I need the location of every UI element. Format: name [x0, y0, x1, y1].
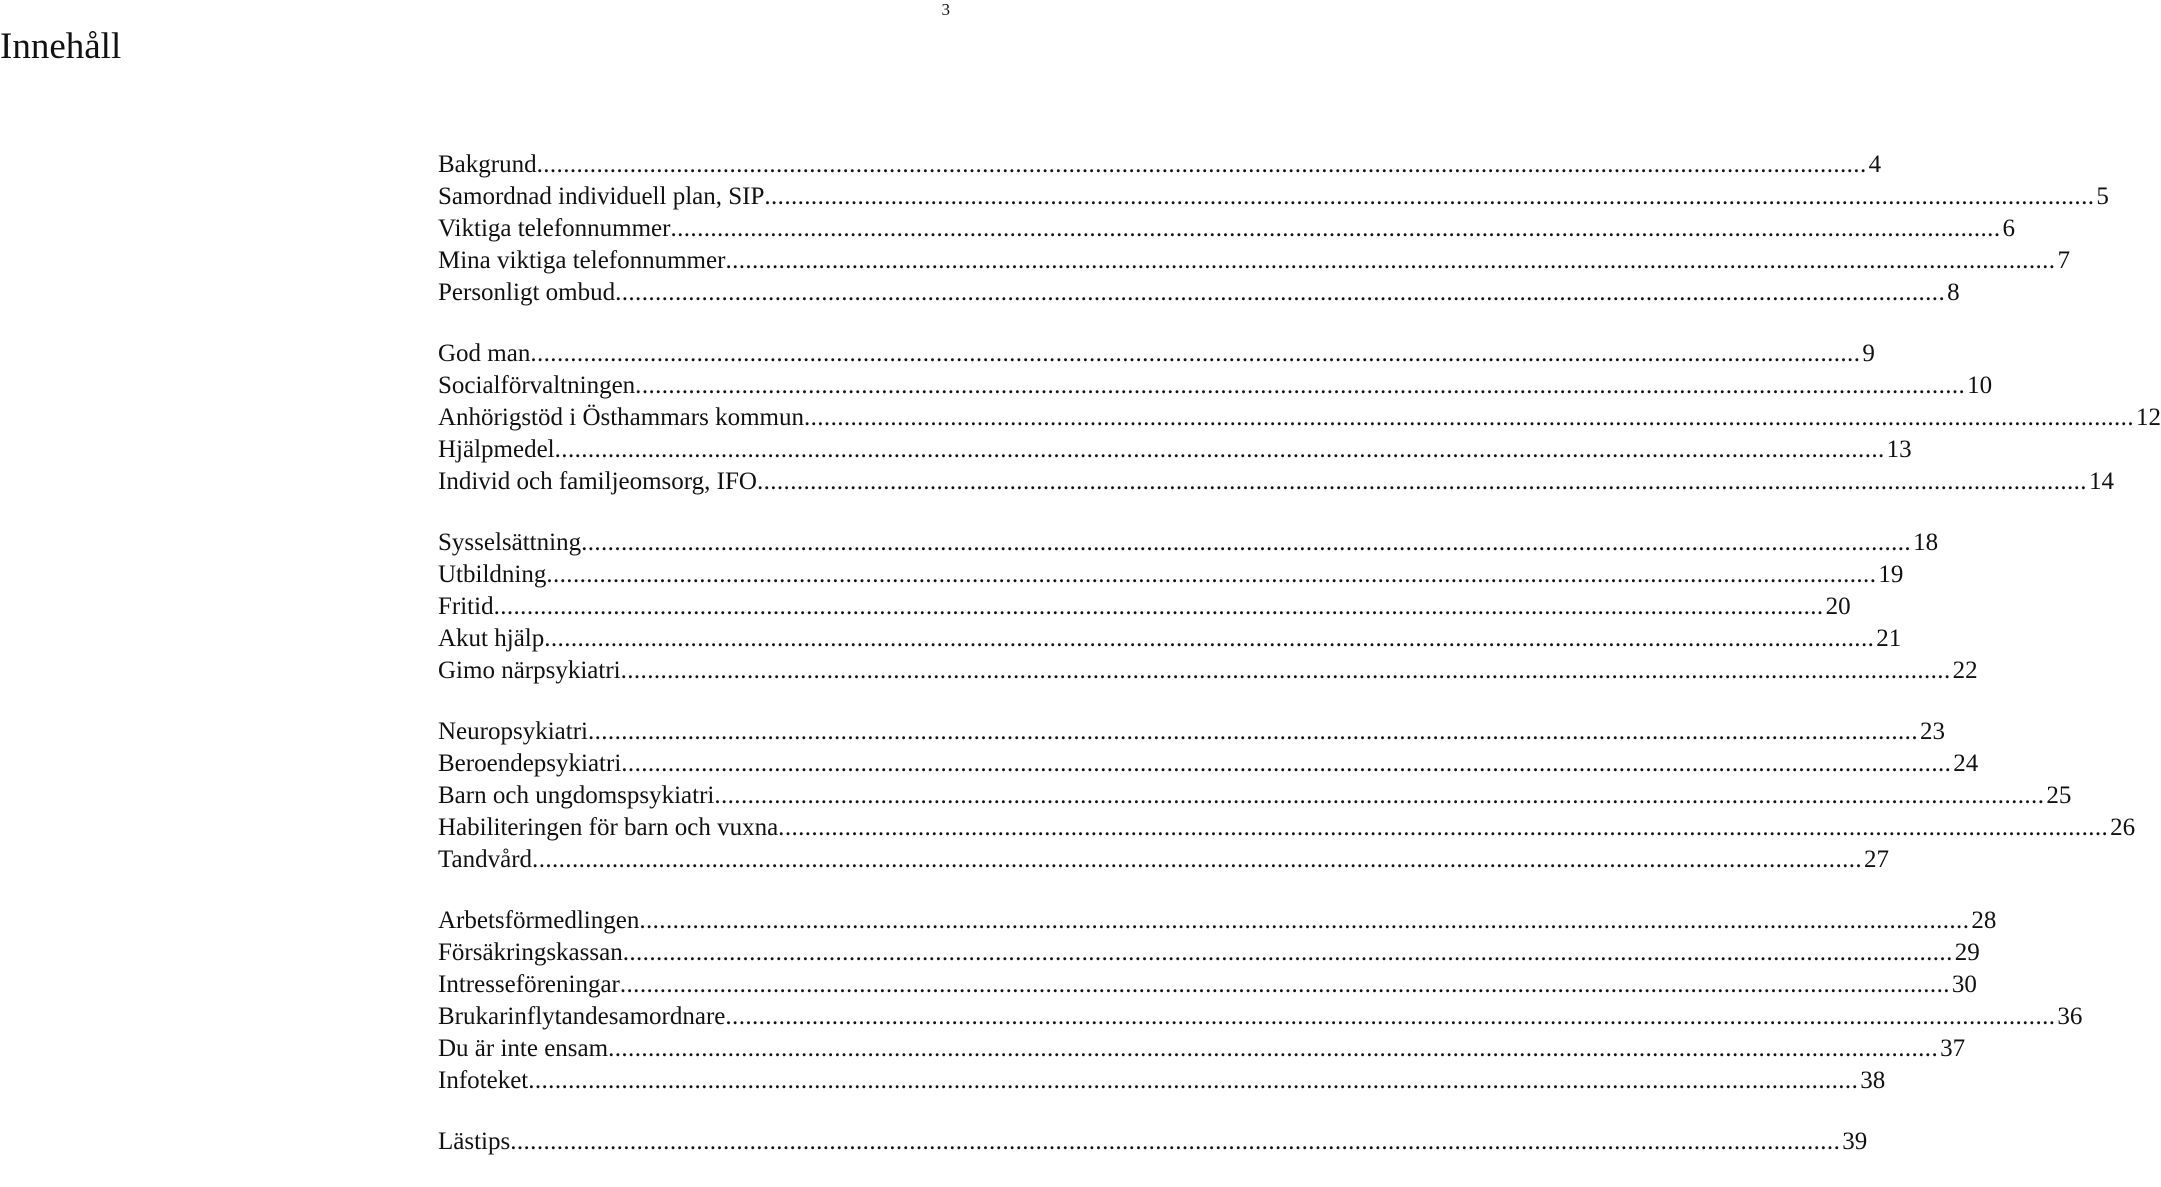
toc-entry[interactable]	[438, 1001, 2083, 1033]
toc-entry-page-number: 13	[1886, 436, 1912, 463]
toc-entry-label: Infoteket	[438, 1067, 529, 1094]
toc-entry[interactable]	[438, 338, 1875, 370]
toc-entry-page-number: 21	[1876, 625, 1902, 652]
toc-entry-label: Hjälpmedel	[438, 436, 555, 463]
toc-entry-label: Gimo närpsykiatri	[438, 657, 621, 684]
toc-dot-leader: ........................................................................................................................................................................................................	[587, 718, 1918, 745]
toc-entry-page-number: 18	[1913, 529, 1939, 556]
toc-entry-page-number: 27	[1864, 846, 1890, 873]
toc-entry-label: Personligt ombud	[438, 279, 616, 306]
toc-entry-label: Neuropsykiatri	[438, 718, 588, 745]
toc-entry[interactable]	[438, 559, 1904, 591]
page-number: 3	[941, 0, 950, 19]
toc-entry-label: Bakgrund	[438, 151, 537, 178]
toc-entry-label: Beroendepsykiatri	[438, 750, 622, 777]
toc-entry-page-number: 12	[2135, 404, 2161, 431]
toc-group	[438, 149, 2109, 309]
page-title: Innehåll	[0, 26, 122, 67]
toc-entry-page-number: 14	[2088, 468, 2114, 495]
toc-dot-leader: ........................................................................................................................................................................................................	[670, 215, 2001, 242]
toc-entry-page-number: 24	[1953, 750, 1979, 777]
toc-dot-leader: ........................................................................................................................................................................................................	[554, 436, 1885, 463]
toc-entry[interactable]	[438, 370, 1993, 402]
toc-entry-label: Försäkringskassan	[438, 939, 623, 966]
toc-entry-page-number: 26	[2110, 814, 2136, 841]
toc-dot-leader: ........................................................................................................................................................................................................	[581, 529, 1912, 556]
toc-entry-label: Du är inte ensam	[438, 1035, 609, 1062]
toc-entry[interactable]	[438, 812, 2136, 844]
toc-entry-label: Akut hjälp	[438, 625, 545, 652]
toc-dot-leader: ........................................................................................................................................................................................................	[621, 750, 1952, 777]
toc-entry-page-number: 19	[1878, 561, 1904, 588]
table-of-contents	[438, 149, 2161, 1187]
toc-entry-label: Individ och familjeomsorg, IFO	[438, 468, 757, 495]
toc-entry-page-number: 5	[2096, 183, 2109, 210]
toc-entry[interactable]	[438, 844, 1890, 876]
toc-entry-page-number: 8	[1947, 279, 1960, 306]
toc-entry-page-number: 10	[1967, 372, 1993, 399]
toc-entry[interactable]	[438, 1126, 1868, 1158]
toc-entry-label: Anhörigstöd i Östhammars kommun	[438, 404, 804, 431]
toc-dot-leader: ........................................................................................................................................................................................................	[546, 561, 1877, 588]
toc-entry-label: Barn och ungdomspsykiatri	[438, 782, 715, 809]
toc-dot-leader: ........................................................................................................................................................................................................	[544, 625, 1875, 652]
toc-entry-label: Habiliteringen för barn och vuxna	[438, 814, 779, 841]
toc-entry-page-number: 4	[1868, 151, 1882, 178]
toc-entry-label: Lästips	[438, 1128, 511, 1155]
toc-entry-label: Viktiga telefonnummer	[438, 215, 671, 242]
toc-group	[438, 1126, 1868, 1158]
toc-entry[interactable]	[438, 245, 2070, 277]
toc-dot-leader: ........................................................................................................................................................................................................	[532, 846, 1863, 873]
toc-entry[interactable]	[438, 181, 2109, 213]
toc-entry-label: Sysselsättning	[438, 529, 582, 556]
toc-entry[interactable]	[438, 905, 1997, 937]
toc-entry[interactable]	[438, 1033, 1966, 1065]
toc-entry[interactable]	[438, 277, 1960, 309]
toc-entry-label: God man	[438, 340, 531, 367]
toc-entry-page-number: 7	[2057, 247, 2070, 274]
toc-entry-page-number: 6	[2002, 215, 2015, 242]
toc-entry[interactable]	[438, 623, 1902, 655]
toc-dot-leader: ........................................................................................................................................................................................................	[536, 151, 1867, 178]
toc-dot-leader: ........................................................................................................................................................................................................	[764, 183, 2095, 210]
toc-entry[interactable]	[438, 402, 2161, 434]
toc-entry[interactable]	[438, 466, 2114, 498]
toc-entry-label: Socialförvaltningen	[438, 372, 636, 399]
toc-entry-page-number: 29	[1954, 939, 1980, 966]
toc-dot-leader: ........................................................................................................................................................................................................	[620, 657, 1951, 684]
toc-entry-page-number: 9	[1862, 340, 1875, 367]
toc-entry-label: Samordnad individuell plan, SIP	[438, 183, 765, 210]
toc-entry-label: Utbildning	[438, 561, 547, 588]
toc-entry[interactable]	[438, 748, 1979, 780]
toc-entry-page-number: 25	[2046, 782, 2072, 809]
toc-dot-leader: ........................................................................................................................................................................................................	[725, 247, 2056, 274]
toc-entry[interactable]	[438, 655, 1978, 687]
toc-entry-label: Brukarinflytandesamordnare	[438, 1003, 726, 1030]
toc-entry-page-number: 20	[1825, 593, 1851, 620]
toc-group	[438, 716, 2136, 876]
toc-dot-leader: ........................................................................................................................................................................................................	[803, 404, 2134, 431]
toc-entry-page-number: 30	[1951, 971, 1977, 998]
toc-dot-leader: ........................................................................................................................................................................................................	[778, 814, 2109, 841]
toc-dot-leader: ........................................................................................................................................................................................................	[635, 372, 1966, 399]
toc-entry-label: Intresseföreningar	[438, 971, 620, 998]
toc-dot-leader: ........................................................................................................................................................................................................	[622, 939, 1953, 966]
toc-group	[438, 527, 1978, 687]
toc-dot-leader: ........................................................................................................................................................................................................	[510, 1128, 1841, 1155]
toc-entry[interactable]	[438, 937, 1980, 969]
toc-dot-leader: ........................................................................................................................................................................................................	[714, 782, 2045, 809]
toc-entry[interactable]	[438, 716, 1945, 748]
toc-entry[interactable]	[438, 591, 1851, 623]
toc-entry-page-number: 36	[2057, 1003, 2083, 1030]
toc-entry[interactable]	[438, 149, 1882, 181]
toc-entry-page-number: 23	[1919, 718, 1945, 745]
toc-dot-leader: ........................................................................................................................................................................................................	[528, 1067, 1859, 1094]
toc-group	[438, 338, 2161, 498]
toc-entry[interactable]	[438, 213, 2015, 245]
toc-dot-leader: ........................................................................................................................................................................................................	[615, 279, 1946, 306]
toc-entry[interactable]	[438, 527, 1939, 559]
toc-group	[438, 905, 2083, 1097]
toc-dot-leader: ........................................................................................................................................................................................................	[608, 1035, 1939, 1062]
toc-entry-page-number: 28	[1971, 907, 1997, 934]
toc-entry[interactable]	[438, 434, 1912, 466]
toc-entry-label: Mina viktiga telefonnummer	[438, 247, 726, 274]
toc-dot-leader: ........................................................................................................................................................................................................	[756, 468, 2087, 495]
toc-dot-leader: ........................................................................................................................................................................................................	[530, 340, 1861, 367]
toc-entry[interactable]	[438, 1065, 1886, 1097]
toc-dot-leader: ........................................................................................................................................................................................................	[493, 593, 1824, 620]
toc-entry-page-number: 38	[1860, 1067, 1886, 1094]
toc-entry-page-number: 37	[1940, 1035, 1966, 1062]
toc-entry-page-number: 39	[1842, 1128, 1868, 1155]
toc-entry[interactable]	[438, 969, 1977, 1001]
toc-dot-leader: ........................................................................................................................................................................................................	[639, 907, 1970, 934]
toc-dot-leader: ........................................................................................................................................................................................................	[619, 971, 1950, 998]
toc-dot-leader: ........................................................................................................................................................................................................	[725, 1003, 2056, 1030]
toc-entry-label: Arbetsförmedlingen	[438, 907, 640, 934]
toc-entry-label: Fritid	[438, 593, 494, 620]
toc-entry[interactable]	[438, 780, 2072, 812]
toc-entry-page-number: 22	[1952, 657, 1978, 684]
toc-entry-label: Tandvård	[438, 846, 533, 873]
